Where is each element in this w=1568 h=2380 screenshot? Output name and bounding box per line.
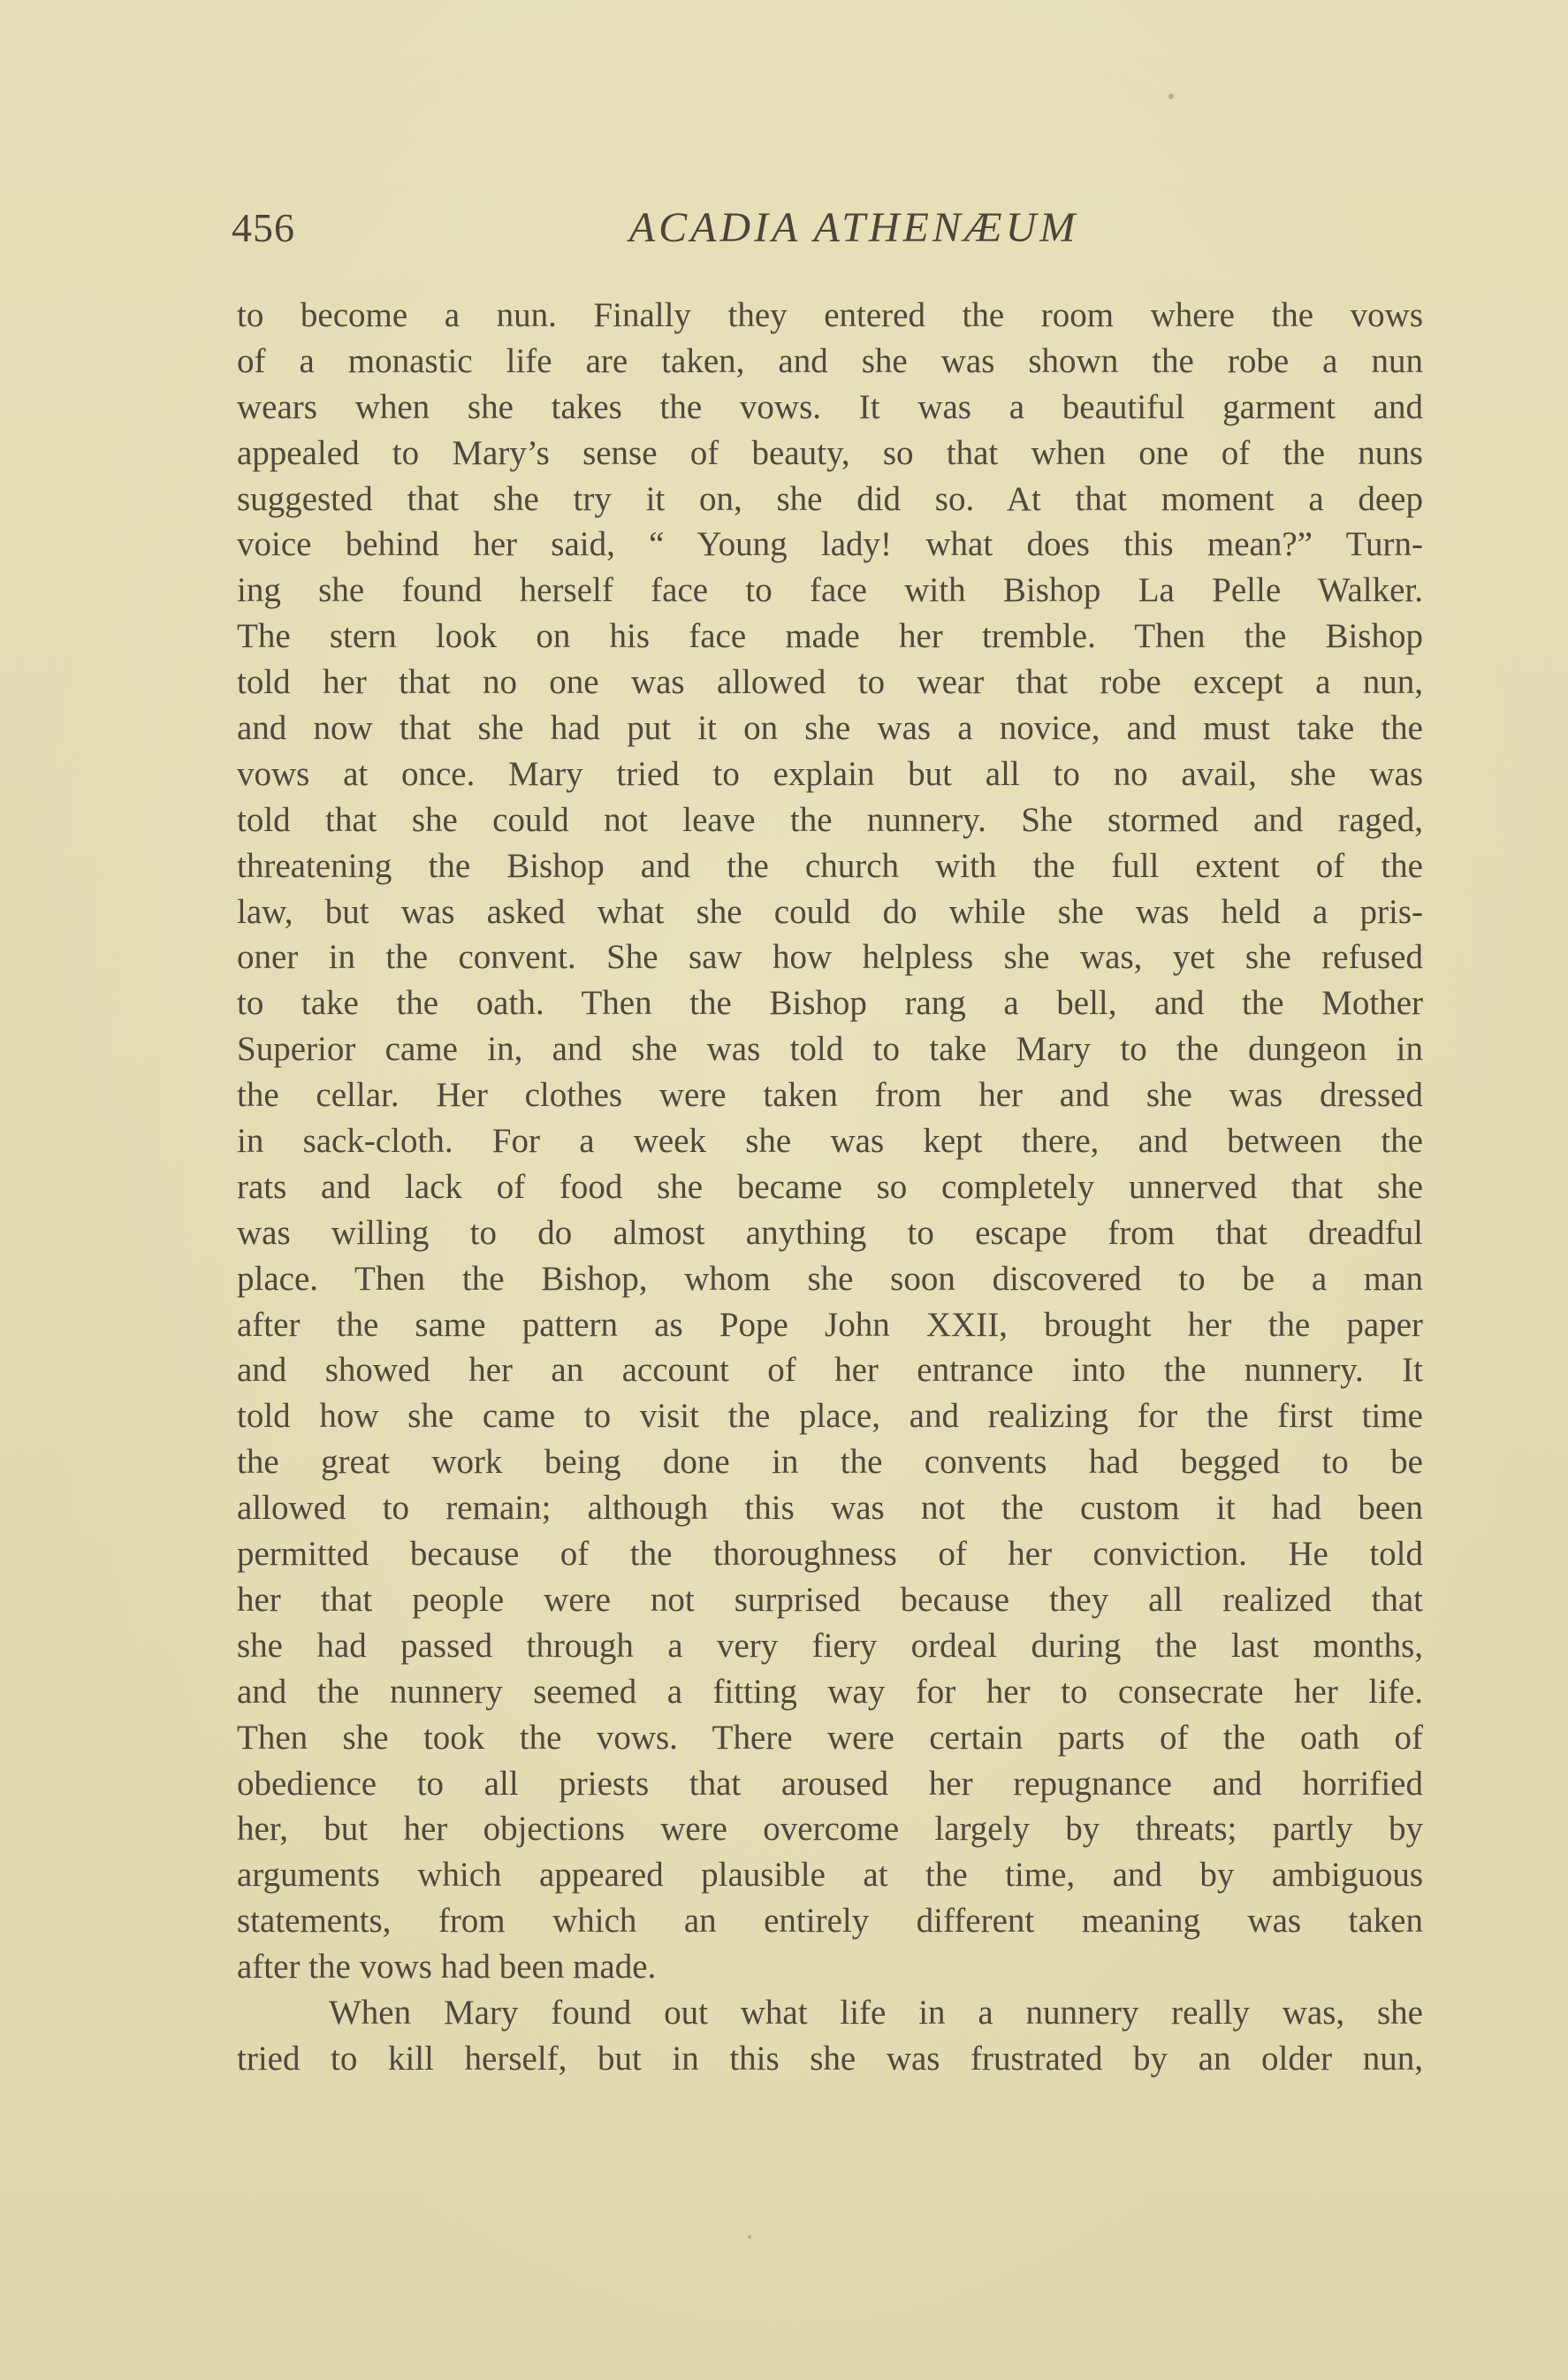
paper-speck xyxy=(748,2235,751,2239)
text-line: Then she took the vows. There were certain parts of the oath of xyxy=(237,1718,1423,1757)
text-line: rats and lack of food she became so completely unnerved that she xyxy=(237,1167,1423,1206)
text-line: Superior came in, and she was told to take Mary to the dungeon in xyxy=(237,1030,1423,1069)
paragraph-end-line: after the vows had been made. xyxy=(237,1948,657,1987)
text-line: her that people were not surprised because they all realized that xyxy=(237,1580,1423,1619)
page-header xyxy=(232,202,1423,263)
text-line: tried to kill herself, but in this she was frustrated by an older nun, xyxy=(237,2039,1423,2078)
body-text xyxy=(237,293,1423,2082)
text-line: was willing to do almost anything to escape from that dreadful xyxy=(237,1213,1423,1252)
text-line: threatening the Bishop and the church with the full extent of the xyxy=(237,846,1423,885)
text-line: of a monastic life are taken, and she was shown the robe a nun xyxy=(237,341,1423,380)
text-line: to become a nun. Finally they entered the room where the vows xyxy=(237,296,1423,334)
text-line: and now that she had put it on she was a novice, and must take the xyxy=(237,709,1423,748)
text-line: she had passed through a very fiery ordeal during the last months, xyxy=(237,1626,1423,1665)
text-line: told her that no one was allowed to wear that robe except a nun, xyxy=(237,663,1423,702)
text-line: her, but her objections were overcome largely by threats; partly by xyxy=(237,1810,1423,1849)
paper-speck xyxy=(1168,94,1174,99)
text-line: law, but was asked what she could do while she was held a pris- xyxy=(237,892,1423,931)
text-line: oner in the convent. She saw how helpless she was, yet she refused xyxy=(237,938,1423,977)
text-line: allowed to remain; although this was not the custom it had been xyxy=(237,1489,1423,1528)
text-line: to take the oath. Then the Bishop rang a bell, and the Mother xyxy=(237,984,1423,1023)
text-line: appealed to Mary’s sense of beauty, so that when one of the nuns xyxy=(237,433,1423,472)
text-line: suggested that she try it on, she did so. At that moment a deep xyxy=(237,479,1423,518)
text-line: the cellar. Her clothes were taken from her and she was dressed xyxy=(237,1076,1423,1115)
running-title: ACADIA ATHENÆUM xyxy=(628,204,1079,251)
text-line: voice behind her said, “ Young lady! what does this mean?” Turn- xyxy=(237,525,1423,564)
text-line: arguments which appeared plausible at the time, and by ambiguous xyxy=(237,1856,1423,1895)
text-line: after the same pattern as Pope John XXII, brought her the paper xyxy=(237,1305,1423,1344)
text-line: statements, from which an entirely different meaning was taken xyxy=(237,1902,1423,1941)
text-line: permitted because of the thoroughness of her conviction. He told xyxy=(237,1535,1423,1574)
text-line: obedience to all priests that aroused her repugnance and horrified xyxy=(237,1764,1423,1803)
text-line: and the nunnery seemed a fitting way for her to consecrate her life. xyxy=(237,1672,1423,1711)
text-line: ing she found herself face to face with Bishop La Pelle Walker. xyxy=(237,571,1423,610)
text-line: and showed her an account of her entrance into the nunnery. It xyxy=(237,1351,1423,1390)
text-line: wears when she takes the vows. It was a beautiful garment and xyxy=(237,387,1423,426)
text-line: The stern look on his face made her tremble. Then the Bishop xyxy=(237,617,1423,656)
text-line: told that she could not leave the nunnery. She stormed and raged, xyxy=(237,800,1423,839)
text-line: in sack-cloth. For a week she was kept there, and between the xyxy=(237,1122,1423,1161)
text-line: vows at once. Mary tried to explain but all to no avail, she was xyxy=(237,754,1423,793)
text-line: place. Then the Bishop, whom she soon discovered to be a man xyxy=(237,1259,1423,1298)
page-number: 456 xyxy=(232,205,295,250)
text-line: the great work being done in the convents had begged to be xyxy=(237,1443,1423,1482)
text-line: told how she came to visit the place, and realizing for the first time xyxy=(237,1397,1423,1436)
paragraph-start-line: When Mary found out what life in a nunnery really was, she xyxy=(329,1993,1423,2032)
